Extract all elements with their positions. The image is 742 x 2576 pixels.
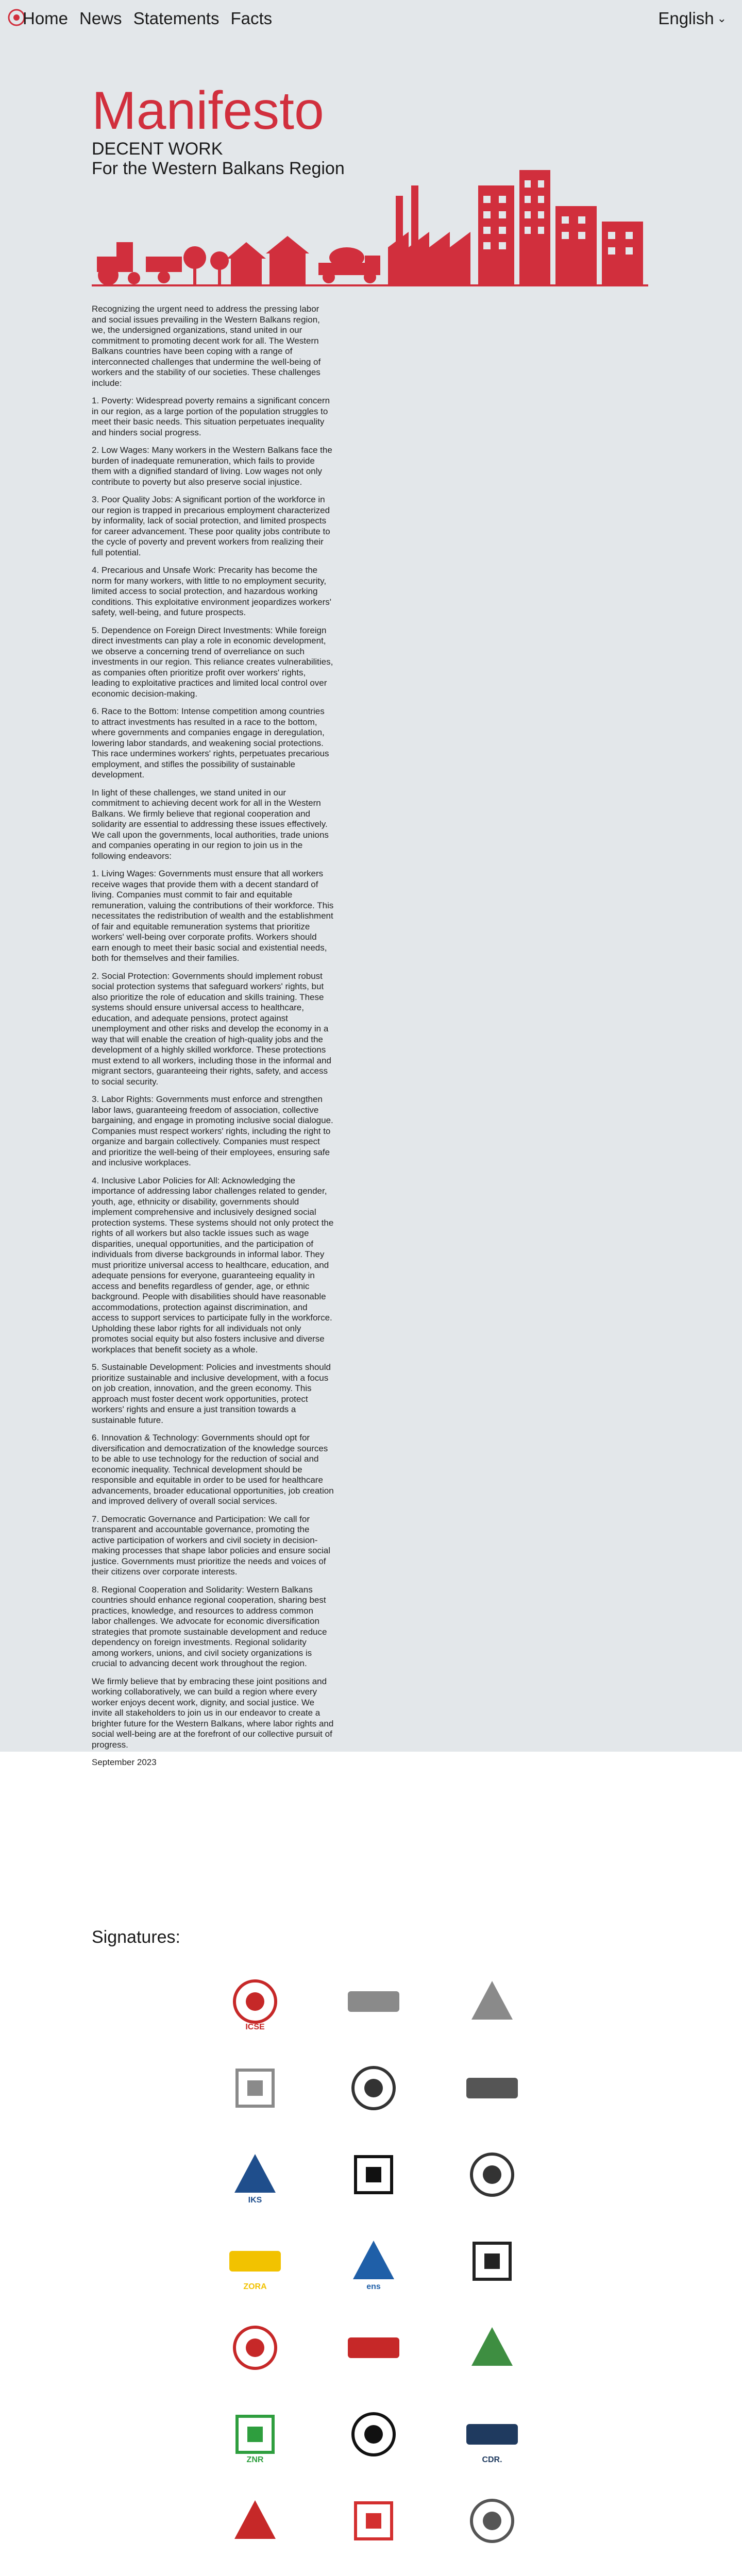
signature-logo-text: ZORA — [243, 2282, 267, 2291]
organization-logo-icon — [350, 2498, 397, 2544]
manifesto-paragraph: 1. Poverty: Widespread poverty remains a significant concern in our region, as a large portion of the population struggles to meet their basic needs. This situation perpetuates inequality and hinders social progress. — [92, 396, 330, 437]
house-2 — [269, 252, 306, 284]
manifesto-paragraph: 4. Inclusive Labor Policies for All: Acknowledging the importance of addressing labor challenges related to gender, youth, age, ethnicity or disability, governments should implement comprehensive and inclusively designed social protection systems. These systems should not only protect the rights of all workers but also tackle issues such as wage disparities, unequal opportunities, and the participation of individuals from diverse backgrounds in informal labor. They must prioritize universal access to healthcare, education, and adequate pensions for everyone, guaranteeing equality in access and benefits regardless of gender, age, or ethnic background. People with disabilities should have reasonable accommodations, protection against discrimination, and access to support services to participate fully in the workforce. Upholding these labor rights for all individuals not only promotes social equity but also fosters inclusive and diverse workplaces that benefit society as a whole. — [92, 1175, 334, 1354]
manifesto-paragraph: 7. Democratic Governance and Participation: We call for transparent and accountable governance, promoting the active participation of workers and civil society in decision-making processes that shape labor policies and ensure social justice. Governments must prioritize the needs and voices of their citizens over corporate interests. — [92, 1514, 331, 1577]
truck-wheel-1 — [323, 271, 335, 283]
signature-logo — [453, 2493, 531, 2549]
nav-item-statements[interactable]: Statements — [133, 9, 220, 28]
chevron-down-icon: ⌄ — [717, 12, 727, 25]
signature-logo-text: ens — [366, 2282, 381, 2291]
organization-logo-icon — [350, 2151, 397, 2198]
subtitle-line-2: For the Western Balkans Region — [92, 159, 345, 178]
nav-item-home[interactable]: Home — [23, 9, 69, 28]
industrial-skyline-illustration — [92, 165, 648, 294]
organization-logo-icon — [469, 2325, 515, 2371]
tractor-wheel-front — [128, 272, 140, 284]
manifesto-paragraph: 5. Sustainable Development: Policies and investments should prioritize sustainable and inclusive development, with a focus on job creation, innovation, and the green economy. This approach must foster decent work opportunities, protect workers' rights and ensure a just transition towards a sustainable future. — [92, 1362, 331, 1425]
manifesto-section — [0, 36, 742, 1767]
tree-1 — [183, 246, 206, 269]
manifesto-paragraph: 2. Low Wages: Many workers in the Western Balkans face the burden of inadequate remuneration, which fails to provide them with a dignified standard of living. Low wages not only contribute to poverty but also preserve social injustice. — [92, 445, 332, 487]
cement-drum — [329, 247, 364, 268]
language-label: English — [658, 9, 714, 28]
signature-logo — [216, 2060, 294, 2116]
manifesto-paragraph: 5. Dependence on Foreign Direct Investments: While foreign direct investments can play a role in economic development, we observe a concerning trend of overreliance on such investments in our region. This reliance creates vulnerabilities, as companies often prioritize profit over workers' rights, leading to exploitative practices and limited local control over economic decision-making. — [92, 625, 333, 699]
tractor-cab — [116, 242, 133, 258]
organization-logo-icon — [350, 2411, 397, 2458]
chimney-2 — [411, 185, 418, 247]
signature-logo — [335, 1973, 412, 2030]
signature-logo — [453, 2060, 531, 2116]
organization-logo-icon — [345, 2332, 402, 2363]
chimney-1 — [396, 196, 403, 247]
signature-logo — [335, 2233, 412, 2290]
signature-logo — [335, 2406, 412, 2463]
subtitle-line-1: DECENT WORK — [92, 139, 223, 159]
organization-logo-icon — [232, 2411, 278, 2458]
signature-logo-text: ICSE — [245, 2023, 265, 2031]
tree-trunk-1 — [193, 266, 196, 284]
manifesto-paragraph: 6. Race to the Bottom: Intense competition among countries to attract investments has resulted in a race to the bottom, where governments and companies engage in deregulation, lowering labor standards, and weakening social protections. This race undermines workers' rights, perpetuates precarious employment, and stifles the possibility of sustainable development. — [92, 706, 329, 779]
signature-logo — [216, 2493, 294, 2549]
house-1-roof — [227, 242, 266, 259]
organization-logo-icon — [469, 2151, 515, 2198]
nav-item-news[interactable]: News — [79, 9, 122, 28]
signatures-heading: Signatures: — [92, 1927, 180, 1947]
signature-logo — [335, 2060, 412, 2116]
signature-logo — [216, 2406, 294, 2463]
manifesto-paragraph: Recognizing the urgent need to address the pressing labor and social issues prevailing in the Western Balkans region, we, the undersigned organizations, stand united in our commitment to promoting decent work for all. The Western Balkans countries have been coping with a range of interconnected challenges that undermine the well-being of workers and the stability of our societies. These challenges include: — [92, 304, 321, 388]
manifesto-paragraph: 3. Labor Rights: Governments must enforce and strengthen labor laws, guaranteeing freedom of association, collective bargaining, and engage in promoting inclusive social dialogue. Companies must respect workers' rights, including the right to organize and bargain collectively. Companies must respect and prioritize the well-being of their employees, ensuring safe and inclusive workplaces. — [92, 1094, 333, 1167]
organization-logo-icon — [345, 1986, 402, 2017]
house-1 — [231, 258, 262, 284]
manifesto-paragraph: 4. Precarious and Unsafe Work: Precarity has become the norm for many workers, with little to no employment security, limited access to social protection, and hazardous working conditions. This exploitative environment jeopardizes workers' safety, well-being, and future prospects. — [92, 565, 331, 617]
nav-item-facts[interactable]: Facts — [230, 9, 273, 28]
tower-2 — [519, 170, 550, 284]
house-2-roof — [266, 236, 309, 253]
truck-wheel-2 — [364, 271, 376, 283]
organization-logo-icon — [232, 2325, 278, 2371]
manifesto-paragraph: 1. Living Wages: Governments must ensure that all workers receive wages that provide them with a decent standard of living. Companies must commit to fair and equitable remuneration, valuing the contributions of their workforce. This necessitates the redistribution of wealth and the establishment of fair and equitable remuneration systems that prioritize workers' well-being over corporate profits. Workers should earn enough to meet their basic social and existential needs, both for themselves and their families. — [92, 869, 334, 963]
signature-logo — [335, 2319, 412, 2376]
manifesto-paragraph: 2. Social Protection: Governments should implement robust social protection systems that safeguard workers' rights, but also prioritize the role of education and skills training. These systems should ensure universal access to healthcare, education, and adequate pensions, protect against unemployment and other risks and develop the economy in a way that will enable the creation of high-quality jobs and the development of a highly skilled workforce. These protections must extend to all workers, including those in the informal and migrant sectors, guaranteeing their rights, safety, and access to social security. — [92, 971, 331, 1087]
factory-base — [388, 247, 470, 284]
signature-logo — [453, 1973, 531, 2030]
trailer — [146, 257, 182, 272]
signature-logo — [216, 1973, 294, 2030]
manifesto-paragraph: 8. Regional Cooperation and Solidarity: Western Balkans countries should enhance regional cooperation, sharing best practices, knowledge, and resources to address common labor challenges. We advocate for economic diversification strategies that promote sustainable development and reduce dependency on foreign investments. Regional solidarity among workers, unions, and civil society organizations is crucial to advancing decent work throughout the region. — [92, 1584, 327, 1668]
organization-logo-icon — [232, 2151, 278, 2198]
tree-trunk-2 — [218, 268, 221, 284]
signature-logo — [216, 2146, 294, 2203]
signature-logo-text: CDR. — [482, 2455, 502, 2464]
manifesto-paragraph: In light of these challenges, we stand united in our commitment to achieving decent work for all in the Western Balkans. We firmly believe that regional cooperation and solidarity are essential to addressing these issues effectively. We call upon the governments, local authorities, trade unions and companies operating in our region to join us in the following endeavors: — [92, 787, 329, 861]
signature-logo — [335, 2146, 412, 2203]
page-title: Manifesto — [92, 81, 324, 141]
signature-logo — [216, 2319, 294, 2376]
organization-logo-icon — [227, 2246, 283, 2277]
organization-logo-icon — [469, 1978, 515, 2025]
manifesto-paragraph: We firmly believe that by embracing these joint positions and working collaboratively, we can build a region where every worker enjoys decent work, dignity, and social justice. We invite all stakeholders to join us in our endeavor to create a brighter future for the Western Balkans, where labor rights and social well-being are at the forefront of our collective pursuit of progress. — [92, 1676, 334, 1750]
signature-logo-text: ZNR — [246, 2455, 264, 2464]
organization-logo-icon — [469, 2238, 515, 2284]
signature-logo-text: IKS — [248, 2196, 262, 2205]
tractor-wheel-back — [98, 265, 119, 285]
manifesto-paragraph: 6. Innovation & Technology: Governments should opt for diversification and democratization of the knowledge sources to be able to use technology for the reduction of social and economic inequality. Technical development should be responsible and equitable in order to be used for healthcare advancements, broader educational opportunities, job creation and improved delivery of overall social services. — [92, 1433, 334, 1506]
signature-logo — [453, 2233, 531, 2290]
organization-logo-icon — [232, 1978, 278, 2025]
organization-logo-icon — [350, 2065, 397, 2111]
tree-2 — [210, 251, 229, 270]
nav-links — [23, 9, 272, 28]
top-navigation — [0, 0, 742, 36]
manifesto-text — [92, 304, 334, 1775]
signature-logo — [453, 2146, 531, 2203]
organization-logo-icon — [350, 2238, 397, 2284]
language-selector[interactable] — [658, 9, 727, 28]
trailer-wheel — [158, 271, 170, 283]
organization-logo-icon — [232, 2065, 278, 2111]
ground-line — [92, 284, 648, 286]
signature-logo — [335, 2493, 412, 2549]
organization-logo-icon — [464, 2419, 520, 2450]
organization-logo-icon — [469, 2498, 515, 2544]
organization-logo-icon — [232, 2498, 278, 2544]
organization-logo-icon — [464, 2073, 520, 2104]
signature-logo — [453, 2406, 531, 2463]
signature-logo — [453, 2319, 531, 2376]
signature-logo — [216, 2233, 294, 2290]
manifesto-paragraph: 3. Poor Quality Jobs: A significant portion of the workforce in our region is trapped in precarious employment characterized by informality, lack of social protection, and limited prospects for career advancement. These poor quality jobs contribute to the cycle of poverty and prevent workers from realizing their full potential. — [92, 495, 330, 557]
manifesto-paragraph: September 2023 — [92, 1757, 157, 1767]
